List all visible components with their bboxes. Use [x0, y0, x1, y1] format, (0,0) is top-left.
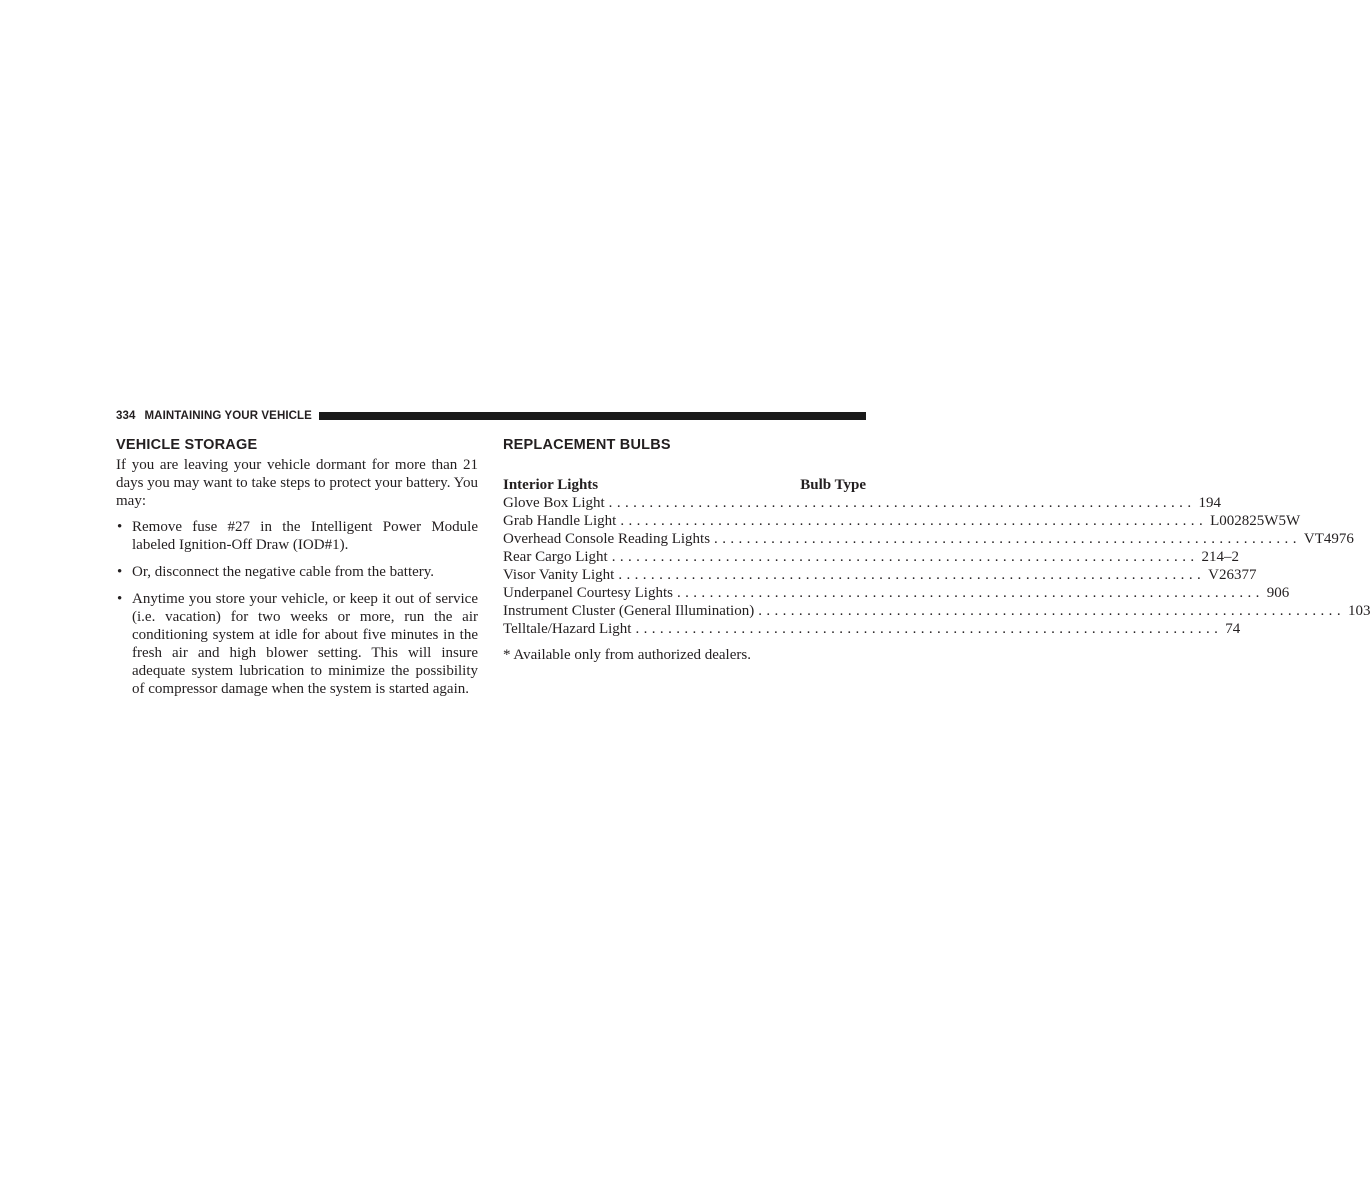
list-item-text: Or, disconnect the negative cable from the battery. — [132, 564, 435, 580]
bulb-table — [503, 494, 1371, 638]
list-item-text: Anytime you store your vehicle, or keep it out of service (i.e. vacation) for two weeks or more, run the air conditioning system at idle for about five minutes in the fresh air and high blower setting. This will insure adequate system lubrication to minimize the possibility of compressor damage when the system is started again. — [132, 591, 478, 697]
vehicle-storage-section — [116, 437, 478, 707]
table-row — [503, 566, 1257, 584]
table-row — [503, 512, 1301, 530]
bulb-name: Glove Box Light — [503, 495, 605, 511]
table-row — [503, 584, 1290, 602]
bullet-icon: • — [117, 519, 123, 535]
storage-steps-list — [116, 518, 478, 698]
leader-dots: ........................................................................ — [676, 585, 1264, 601]
leader-dots: ........................................................................ — [635, 621, 1223, 637]
bulb-name: Instrument Cluster (General Illumination) — [503, 603, 755, 619]
leader-dots: ........................................................................ — [608, 495, 1196, 511]
list-item-text: Remove fuse #27 in the Intelligent Power Module labeled Ignition-Off Draw (IOD#1). — [132, 519, 478, 553]
leader-dots: ........................................................................ — [618, 567, 1206, 583]
bulb-name: Overhead Console Reading Lights — [503, 531, 711, 547]
bulb-type: 214–2 — [1201, 549, 1240, 565]
bulb-name: Underpanel Courtesy Lights — [503, 585, 673, 601]
column-header-interior-lights: Interior Lights — [503, 477, 599, 493]
leader-dots: ........................................................................ — [714, 531, 1301, 547]
bulb-name: Grab Handle Light — [503, 513, 617, 529]
bulb-type: 74 — [1225, 621, 1241, 637]
column-header-bulb-type: Bulb Type — [800, 477, 866, 493]
section-title: MAINTAINING YOUR VEHICLE — [144, 410, 312, 422]
bulb-type: VT4976 — [1303, 531, 1354, 547]
table-row — [503, 620, 1241, 638]
list-item — [116, 590, 478, 698]
table-row — [503, 494, 1221, 512]
footnote: * Available only from authorized dealers. — [503, 647, 751, 663]
list-item — [116, 563, 478, 581]
leader-dots: ........................................................................ — [611, 549, 1199, 565]
leader-dots: ........................................................................ — [758, 603, 1345, 619]
bulb-type: 103 — [1348, 603, 1371, 619]
page-header — [116, 408, 866, 424]
replacement-bulbs-heading: REPLACEMENT BULBS — [503, 437, 671, 453]
table-row — [503, 530, 1354, 548]
table-row — [503, 548, 1240, 566]
list-item — [116, 518, 478, 554]
bullet-icon: • — [117, 591, 123, 607]
bulb-name: Telltale/Hazard Light — [503, 621, 632, 637]
bulb-name: Visor Vanity Light — [503, 567, 615, 583]
header-rule — [319, 412, 866, 420]
bullet-icon: • — [117, 564, 123, 580]
bulb-name: Rear Cargo Light — [503, 549, 608, 565]
bulb-type: V26377 — [1208, 567, 1257, 583]
table-row — [503, 602, 1371, 620]
vehicle-storage-intro: If you are leaving your vehicle dormant for more than 21 days you may want to take steps to protect your battery. You may: — [116, 457, 478, 509]
leader-dots: ........................................................................ — [620, 513, 1208, 529]
vehicle-storage-heading: VEHICLE STORAGE — [116, 437, 258, 453]
bulb-type: 906 — [1266, 585, 1290, 601]
bulb-type: L002825W5W — [1210, 513, 1301, 529]
bulb-table-header — [503, 476, 866, 494]
page-number: 334 — [116, 410, 136, 422]
replacement-bulbs-section — [503, 437, 1371, 664]
bulb-type: 194 — [1198, 495, 1221, 511]
